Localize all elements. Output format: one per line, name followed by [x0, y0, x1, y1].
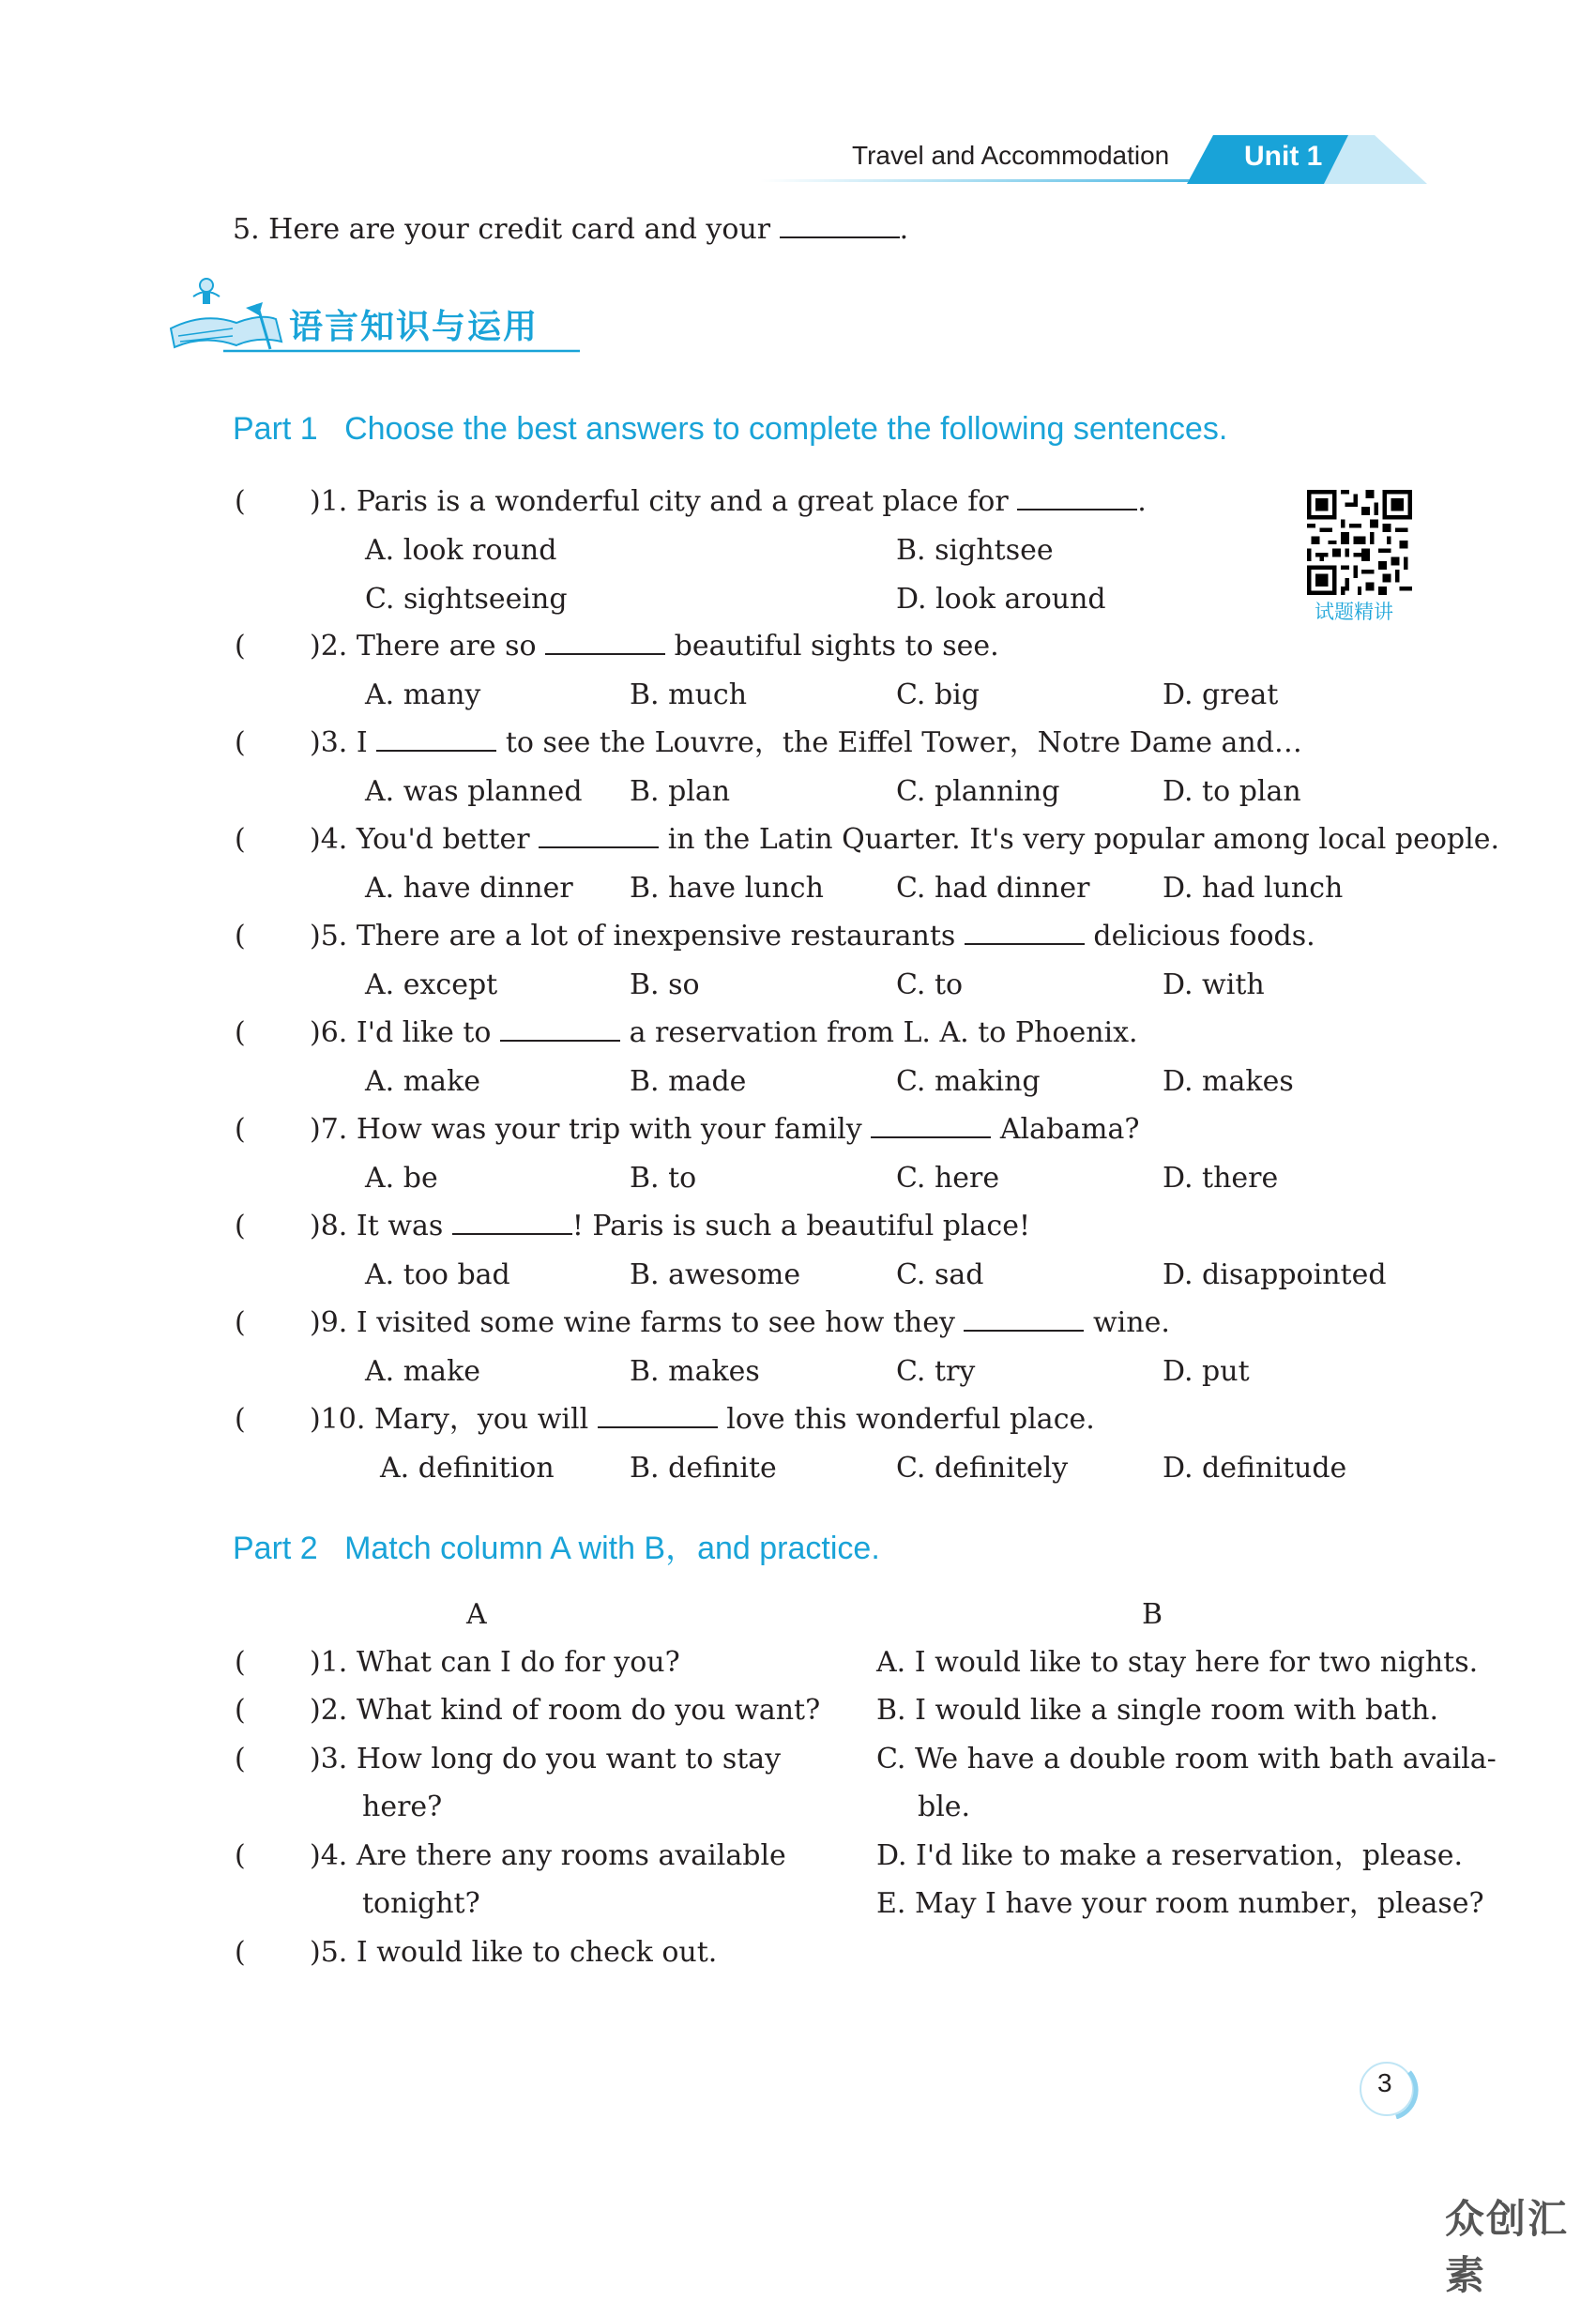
- option-d[interactable]: D. with: [1163, 968, 1265, 1001]
- item-number: )2.: [310, 1694, 348, 1727]
- top-item: 5. Here are your credit card and your .: [233, 213, 909, 246]
- option-b[interactable]: B. sightsee: [896, 534, 1054, 567]
- option-d[interactable]: D. to plan: [1163, 775, 1301, 808]
- item-number: )5.: [310, 1936, 348, 1969]
- option-c[interactable]: C. sad: [896, 1258, 984, 1291]
- option-c[interactable]: C. here: [896, 1162, 1000, 1195]
- option-c[interactable]: C. had dinner: [896, 872, 1090, 905]
- question-number: )1.: [310, 485, 348, 518]
- question-text-after: wine.: [1093, 1306, 1170, 1339]
- option-c[interactable]: C. to: [896, 968, 964, 1001]
- question-text-after: a reservation from L. A. to Phoenix.: [629, 1016, 1138, 1049]
- question-text-before: Paris is a wonderful city and a great place for: [356, 485, 1009, 518]
- column-a-item-3: [310, 1742, 781, 1777]
- option-d[interactable]: D. had lunch: [1163, 872, 1344, 905]
- option-d[interactable]: D. makes: [1163, 1065, 1294, 1098]
- item-text: What can I do for you?: [356, 1646, 680, 1679]
- answer-blank[interactable]: [964, 1309, 1084, 1332]
- question-number: )6.: [310, 1016, 348, 1049]
- option-c[interactable]: C. making: [896, 1065, 1041, 1098]
- option-a[interactable]: A. have dinner: [365, 872, 573, 905]
- item-text: I would like to check out.: [356, 1936, 718, 1969]
- part1-instruction: Choose the best answers to complete the following sentences.: [344, 411, 1228, 447]
- column-b-item-b: B. I would like a single room with bath.: [876, 1694, 1439, 1727]
- option-c[interactable]: C. big: [896, 678, 980, 711]
- question-text-before: There are a lot of inexpensive restaurants: [356, 920, 956, 952]
- question-text-before: Mary，you will: [373, 1403, 589, 1436]
- option-a[interactable]: A. many: [365, 678, 481, 711]
- answer-paren-open[interactable]: (: [235, 1743, 246, 1775]
- question-text-after: beautiful sights to see.: [674, 630, 999, 663]
- answer-paren-open[interactable]: (: [235, 1936, 246, 1969]
- answer-paren-open[interactable]: (: [235, 920, 246, 952]
- item-text: What kind of room do you want?: [356, 1694, 821, 1727]
- page-number: 3: [1377, 2068, 1392, 2097]
- question-number: )7.: [310, 1113, 348, 1146]
- answer-blank[interactable]: [452, 1212, 572, 1235]
- option-d[interactable]: D. definitude: [1163, 1452, 1347, 1485]
- column-b-item-c: C. We have a double room with bath availa-: [876, 1743, 1497, 1775]
- question-text-after: to see the Louvre，the Eiffel Tower，Notre Dame and…: [505, 726, 1302, 759]
- option-a[interactable]: A. too bad: [365, 1258, 510, 1291]
- option-d[interactable]: D. put: [1163, 1355, 1250, 1388]
- header-title: Travel and Accommodation: [852, 141, 1170, 170]
- part1-label: Part 1: [233, 411, 318, 447]
- option-b[interactable]: B. much: [630, 678, 748, 711]
- option-a[interactable]: A. definition: [380, 1452, 555, 1485]
- qr-code-icon[interactable]: [1307, 490, 1412, 595]
- option-a[interactable]: A. except: [365, 968, 498, 1001]
- option-a[interactable]: A. make: [365, 1065, 481, 1098]
- question-number: )4.: [310, 823, 348, 856]
- option-b[interactable]: B. awesome: [630, 1258, 801, 1291]
- option-b[interactable]: B. have lunch: [630, 872, 824, 905]
- question-text-after: .: [1137, 485, 1147, 518]
- option-b[interactable]: B. so: [630, 968, 700, 1001]
- option-d[interactable]: D. look around: [896, 583, 1106, 616]
- answer-blank[interactable]: [539, 826, 659, 848]
- item-text: How long do you want to stay: [356, 1743, 782, 1775]
- option-d[interactable]: D. great: [1163, 678, 1279, 711]
- question-text-before: How was your trip with your family: [356, 1113, 862, 1146]
- question-7: [310, 1112, 1139, 1148]
- option-d[interactable]: D. disappointed: [1163, 1258, 1387, 1291]
- option-b[interactable]: B. plan: [630, 775, 731, 808]
- answer-blank[interactable]: [871, 1116, 991, 1138]
- option-b[interactable]: B. made: [630, 1065, 747, 1098]
- question-text-after: love this wonderful place.: [726, 1403, 1095, 1436]
- item-text: Are there any rooms available: [356, 1839, 786, 1872]
- question-text-before: There are so: [356, 630, 537, 663]
- column-a-item-2: [310, 1693, 820, 1729]
- option-d[interactable]: D. there: [1163, 1162, 1279, 1195]
- answer-paren-open[interactable]: (: [235, 1306, 246, 1339]
- answer-paren-open[interactable]: (: [235, 485, 246, 518]
- part2-label: Part 2: [233, 1531, 318, 1566]
- part2-instruction: Match column A with B，and practice.: [344, 1531, 880, 1566]
- question-text-after: ! Paris is such a beautiful place!: [571, 1210, 1031, 1242]
- column-b-item-e: E. May I have your room number，please?: [876, 1887, 1484, 1920]
- column-b-item-a: A. I would like to stay here for two nights.: [876, 1646, 1479, 1679]
- item-number: )1.: [310, 1646, 348, 1679]
- question-text-before: I: [356, 726, 368, 759]
- question-number: )5.: [310, 920, 348, 952]
- answer-blank[interactable]: [545, 632, 665, 655]
- question-9: [310, 1305, 1170, 1341]
- column-a-item-5: [310, 1935, 717, 1971]
- option-c[interactable]: C. sightseeing: [365, 583, 568, 616]
- question-3: [310, 725, 1302, 761]
- answer-blank[interactable]: [376, 729, 496, 752]
- answer-paren-open[interactable]: (: [235, 630, 246, 663]
- column-a-item-4: [310, 1838, 786, 1874]
- option-b[interactable]: B. makes: [630, 1355, 760, 1388]
- answer-paren-open[interactable]: (: [235, 823, 246, 856]
- answer-blank[interactable]: [1017, 488, 1137, 510]
- answer-paren-open[interactable]: (: [235, 1646, 246, 1679]
- question-1: [310, 484, 1147, 520]
- column-a-item-1: [310, 1645, 680, 1681]
- question-8: [310, 1209, 1030, 1244]
- part2-heading: [233, 1522, 880, 1568]
- question-text-after: Alabama?: [999, 1113, 1140, 1146]
- question-2: [310, 629, 999, 664]
- question-text-before: You'd better: [356, 823, 530, 856]
- option-b[interactable]: B. to: [630, 1162, 697, 1195]
- answer-paren-open[interactable]: (: [235, 1210, 246, 1242]
- answer-paren-open[interactable]: (: [235, 726, 246, 759]
- qr-caption: 试题精讲: [1315, 601, 1393, 623]
- question-text-after: delicious foods.: [1093, 920, 1315, 952]
- item-number: )4.: [310, 1839, 348, 1872]
- header-rule: [760, 179, 1201, 182]
- question-number: )3.: [310, 726, 348, 759]
- column-b-header: B: [1142, 1598, 1163, 1631]
- answer-blank[interactable]: [965, 922, 1085, 945]
- answer-paren-open[interactable]: (: [235, 1016, 246, 1049]
- column-b-item-d: D. I'd like to make a reservation，please.: [876, 1839, 1464, 1872]
- question-text-after: in the Latin Quarter. It's very popular among local people.: [667, 823, 1500, 856]
- column-a-header: A: [466, 1598, 487, 1631]
- part1-heading: [233, 411, 1227, 448]
- answer-blank[interactable]: [598, 1406, 718, 1428]
- answer-blank[interactable]: [500, 1019, 620, 1042]
- question-5: [310, 919, 1315, 954]
- question-number: )9.: [310, 1306, 348, 1339]
- question-text-before: I'd like to: [356, 1016, 492, 1049]
- answer-paren-open[interactable]: (: [235, 1113, 246, 1146]
- unit-label: Unit 1: [1244, 141, 1323, 172]
- item-text-continued: here?: [362, 1791, 443, 1823]
- question-4: [310, 822, 1499, 858]
- item-text-continued: tonight?: [362, 1887, 480, 1920]
- question-number: )8.: [310, 1210, 348, 1242]
- question-6: [310, 1015, 1138, 1051]
- section-title: 语言知识与运用: [289, 308, 540, 346]
- option-a[interactable]: A. was planned: [365, 775, 583, 808]
- item-number: )3.: [310, 1743, 348, 1775]
- option-a[interactable]: A. look round: [365, 534, 557, 567]
- answer-paren-open[interactable]: (: [235, 1403, 246, 1436]
- option-a[interactable]: A. make: [365, 1355, 481, 1388]
- option-c[interactable]: C. planning: [896, 775, 1060, 808]
- question-number: )10.: [310, 1403, 366, 1436]
- item-text-continued: ble.: [918, 1791, 971, 1823]
- question-number: )2.: [310, 630, 348, 663]
- answer-paren-open[interactable]: (: [235, 1839, 246, 1872]
- option-a[interactable]: A. be: [365, 1162, 438, 1195]
- option-b[interactable]: B. definite: [630, 1452, 777, 1485]
- answer-blank[interactable]: [780, 216, 900, 238]
- question-10: [310, 1402, 1095, 1438]
- question-text-before: I visited some wine farms to see how they: [356, 1306, 955, 1339]
- question-text-before: It was: [356, 1210, 444, 1242]
- watermark: 众创汇素: [1445, 2196, 1570, 2298]
- option-c[interactable]: C. definitely: [896, 1452, 1069, 1485]
- option-c[interactable]: C. try: [896, 1355, 976, 1388]
- answer-paren-open[interactable]: (: [235, 1694, 246, 1727]
